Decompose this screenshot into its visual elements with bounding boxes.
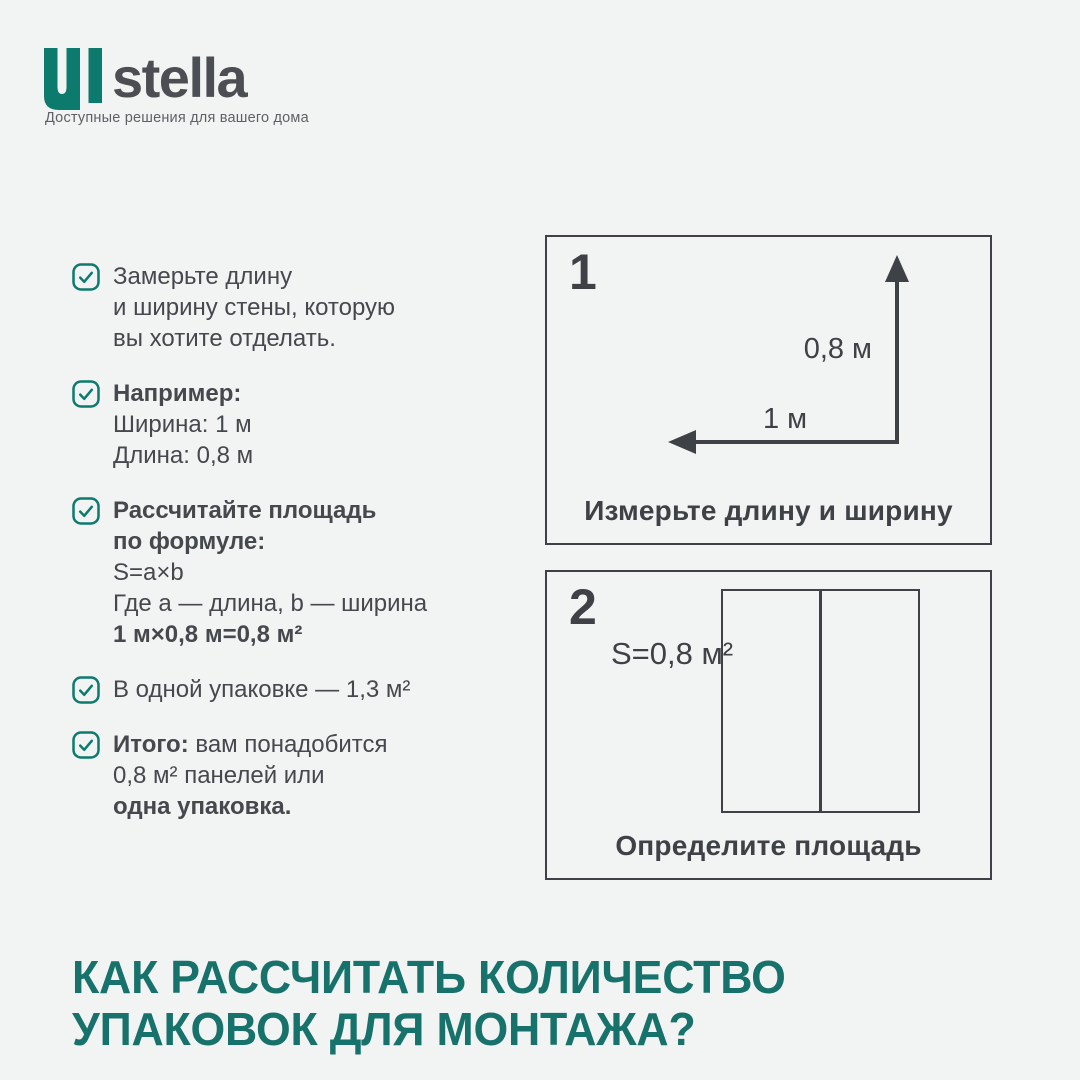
checklist-item	[72, 261, 512, 354]
checkmark-icon	[72, 676, 100, 704]
checklist-item	[72, 378, 512, 471]
step-2-caption: Определите площадь	[615, 830, 922, 861]
brand-wordmark: stella	[112, 46, 247, 109]
checklist-item-text: Рассчитайте площадь по формуле: S=a×b Где a — длина, b — ширина 1 м×0,8 м=0,8 м²	[113, 497, 428, 648]
step-box-1	[545, 235, 992, 545]
brand-tagline: Доступные решения для вашего дома	[45, 110, 309, 126]
checklist	[72, 261, 512, 822]
checkmark-icon	[72, 380, 100, 408]
brand-logo	[44, 48, 246, 112]
checkmark-icon	[72, 497, 100, 525]
step-1-number: 1	[569, 244, 597, 300]
headline-line-2: УПАКОВОК ДЛЯ МОНТАЖА?	[72, 1003, 696, 1055]
height-dimension-label: 0,8 м	[803, 333, 872, 365]
checklist-item	[72, 674, 512, 705]
poster-headline	[72, 951, 786, 1055]
step-box-2	[545, 570, 992, 880]
checkmark-icon	[72, 263, 100, 291]
checkmark-icon	[72, 731, 100, 759]
checklist-item	[72, 729, 512, 822]
checklist-item	[72, 495, 512, 650]
wall-panels-diagram	[721, 589, 920, 813]
area-formula-label: S=0,8 м²	[611, 636, 734, 671]
step-2-number: 2	[569, 579, 597, 635]
step-1-caption: Измерьте длину и ширину	[584, 495, 953, 526]
stella-logo-icon	[44, 48, 102, 112]
panel-divider-line	[819, 591, 822, 811]
checklist-item-text: В одной упаковке — 1,3 м²	[113, 676, 411, 703]
checklist-item-text: Например: Ширина: 1 м Длина: 0,8 м	[113, 380, 254, 469]
checklist-item-text: Итого: вам понадобится 0,8 м² панелей или одна упаковка.	[113, 731, 388, 820]
checklist-item-text: Замерьте длину и ширину стены, которую вы хотите отделать.	[113, 263, 396, 352]
headline-line-1: КАК РАССЧИТАТЬ КОЛИЧЕСТВО	[72, 951, 786, 1003]
width-dimension-label: 1 м	[763, 403, 808, 435]
